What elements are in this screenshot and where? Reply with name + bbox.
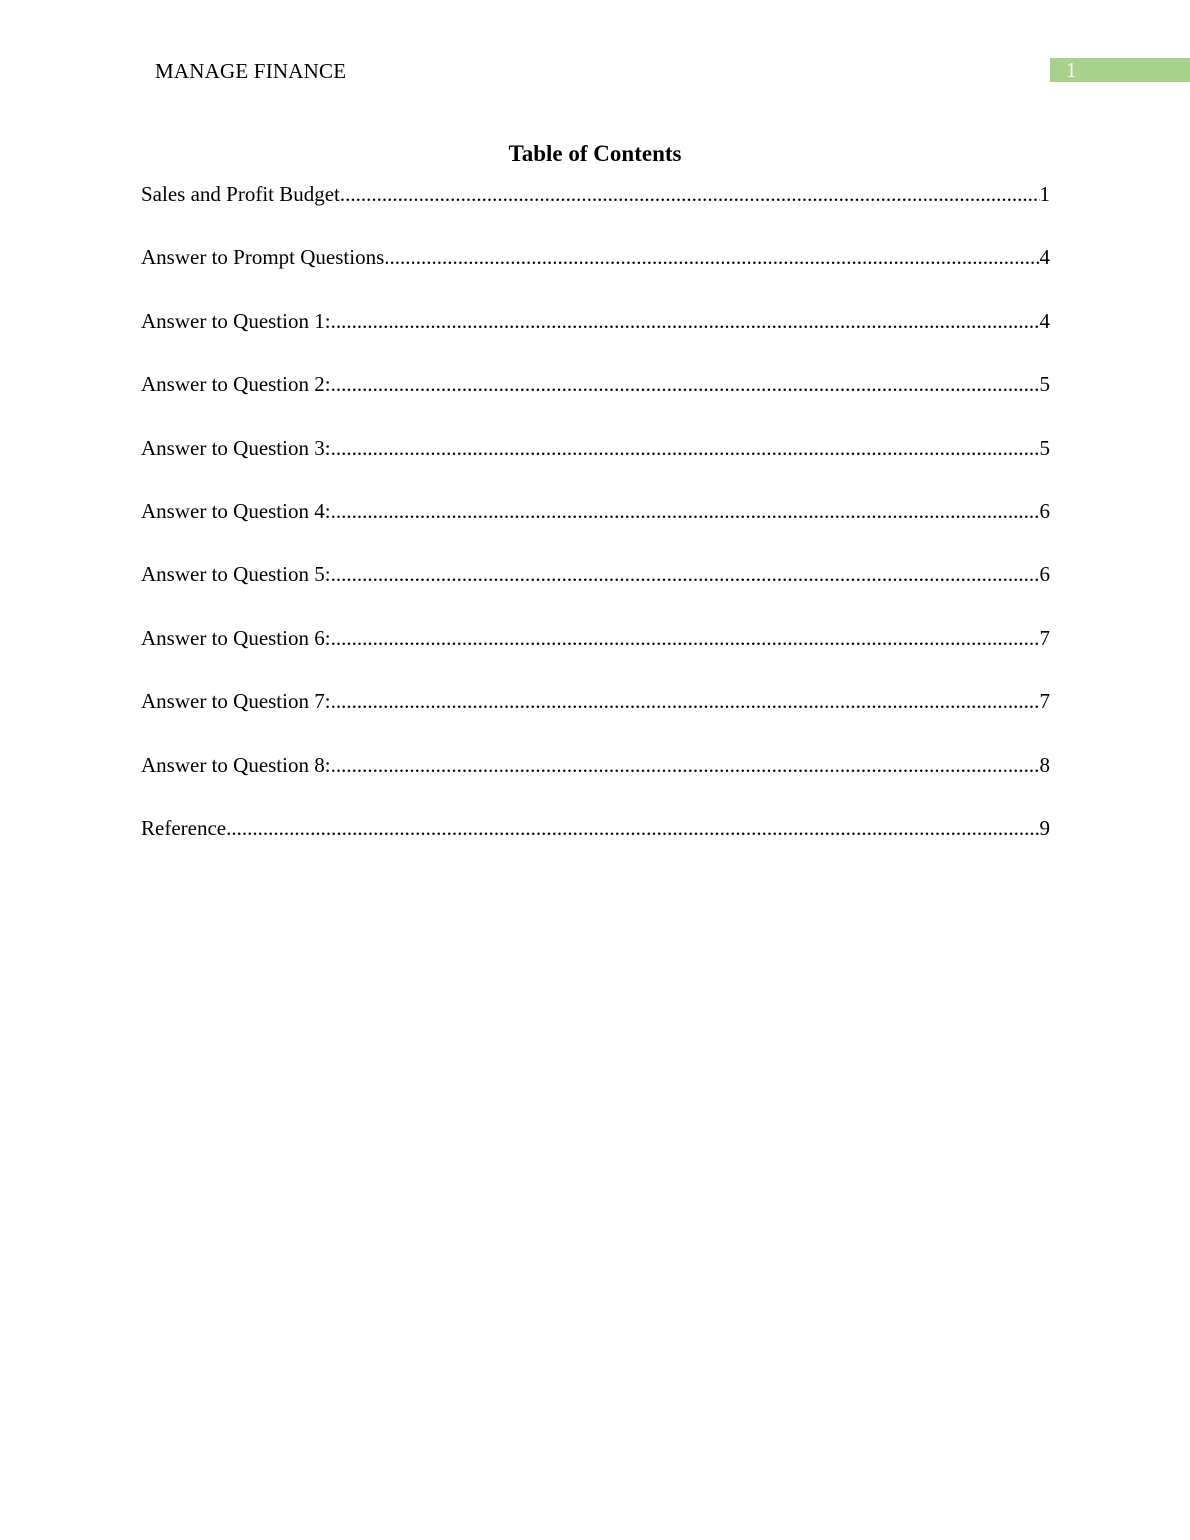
toc-entry-question-5[interactable] bbox=[141, 560, 1050, 623]
dot-leader bbox=[331, 751, 1040, 779]
toc-entry-text: Reference bbox=[141, 815, 227, 840]
toc-entry-page: 7 bbox=[1039, 689, 1050, 714]
dot-leader bbox=[384, 243, 1039, 271]
dot-leader bbox=[331, 560, 1040, 588]
toc-entry-page: 4 bbox=[1039, 308, 1050, 333]
toc-entry-text: Answer to Question 7: bbox=[141, 689, 331, 714]
toc-entry-text: Answer to Question 6: bbox=[141, 625, 331, 650]
toc-entry-question-3[interactable] bbox=[141, 434, 1050, 497]
toc-entry-page: 7 bbox=[1039, 625, 1050, 650]
toc-entry-text: Answer to Question 4: bbox=[141, 498, 331, 523]
toc-entry-reference[interactable] bbox=[141, 814, 1050, 877]
toc-entry-question-7[interactable] bbox=[141, 687, 1050, 750]
toc-entry-page: 1 bbox=[1039, 182, 1050, 206]
dot-leader bbox=[331, 434, 1040, 462]
toc-entry-page: 5 bbox=[1039, 372, 1050, 397]
toc-entry-question-8[interactable] bbox=[141, 751, 1050, 814]
toc-entry-page: 6 bbox=[1039, 562, 1050, 587]
toc-entry-text: Answer to Prompt Questions bbox=[141, 245, 385, 270]
toc-entry-text: Answer to Question 3: bbox=[141, 435, 331, 460]
dot-leader bbox=[331, 370, 1040, 398]
toc-entry-text: Answer to Question 2: bbox=[141, 372, 331, 397]
page-number-badge bbox=[1050, 58, 1190, 82]
toc-entry-text: Answer to Question 8: bbox=[141, 752, 331, 777]
toc-entry-text: Sales and Profit Budget bbox=[141, 182, 340, 206]
toc-entry-prompt-questions[interactable] bbox=[141, 243, 1050, 306]
toc-heading: Table of Contents bbox=[508, 141, 682, 166]
toc-entry-page: 9 bbox=[1039, 815, 1050, 840]
dot-leader bbox=[331, 687, 1040, 715]
running-header-title: MANAGE FINANCE bbox=[155, 59, 347, 83]
dot-leader bbox=[331, 307, 1040, 335]
toc-entry-page: 4 bbox=[1039, 245, 1050, 270]
toc-entry-page: 5 bbox=[1039, 435, 1050, 460]
toc-entry-question-2[interactable] bbox=[141, 370, 1050, 433]
dot-leader bbox=[226, 814, 1039, 842]
toc-list bbox=[141, 180, 1050, 877]
toc-entry-question-6[interactable] bbox=[141, 624, 1050, 687]
toc-entry-text: Answer to Question 5: bbox=[141, 562, 331, 587]
dot-leader bbox=[340, 180, 1040, 208]
toc-entry-page: 8 bbox=[1039, 752, 1050, 777]
dot-leader bbox=[331, 497, 1040, 525]
dot-leader bbox=[331, 624, 1040, 652]
toc-entry-sales-and-profit-budget[interactable] bbox=[141, 180, 1050, 243]
toc-entry-text: Answer to Question 1: bbox=[141, 308, 331, 333]
page-number: 1 bbox=[1066, 58, 1077, 82]
toc-entry-question-1[interactable] bbox=[141, 307, 1050, 370]
toc-entry-question-4[interactable] bbox=[141, 497, 1050, 560]
toc-entry-page: 6 bbox=[1039, 498, 1050, 523]
